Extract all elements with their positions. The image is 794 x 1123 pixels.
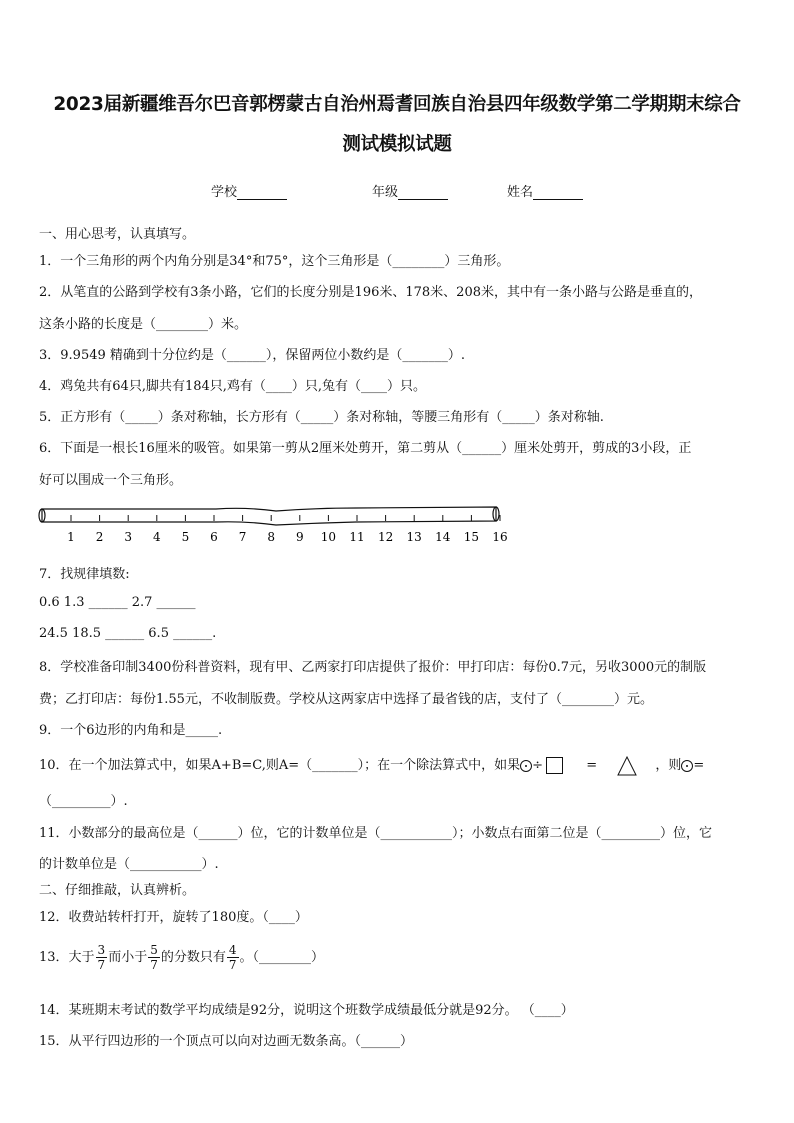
fraction-numerator: 3 [97,943,106,957]
dot-circle-icon-2 [681,760,693,772]
ruler-label: 12 [377,530,394,544]
fraction-3-7 [96,943,108,972]
question-6-line2: 好可以围成一个三角形。 [39,473,183,488]
question-7-row2: 24.5 18.5 ______ 6.5 ______. [39,626,217,641]
ruler-label: 4 [152,530,161,544]
question-11-line1: 11．小数部分的最高位是（______）位，它的计数单位是（___________）；小数点右面第二位是（_________）位，它 [39,826,713,841]
ruler-label: 1 [67,530,75,544]
dot-circle-icon [520,760,532,772]
page-title-line2: 测试模拟试题 [342,134,452,155]
ruler-label: 13 [406,530,422,544]
ruler-label: 14 [435,530,451,544]
question-1: 1．一个三角形的两个内角分别是34°和75°，这个三角形是（________）三角形。 [39,254,510,269]
question-9: 9．一个6边形的内角和是_____. [39,723,223,738]
question-2-line1: 2．从笔直的公路到学校有3条小路，它们的长度分别是196米、178米、208米，其中有一条小路与公路是垂直的， [39,285,702,300]
section-2-heading: 二、仔细推敲，认真辨析。 [39,883,196,898]
ruler-label: 2 [95,530,104,544]
square-icon [546,757,563,774]
ruler-label: 16 [492,530,508,544]
question-10-line1 [39,754,704,776]
ruler-label: 15 [463,530,480,544]
name-label: 姓名 [507,185,534,200]
school-label: 学校 [211,185,238,200]
fraction-5-7 [148,943,160,972]
ruler-label: 11 [349,530,365,544]
question-11-line2: 的计数单位是（___________）. [39,857,219,872]
question-13 [39,943,324,972]
ruler-label: 5 [181,530,190,544]
question-10-line2: （_________）. [39,794,128,809]
question-13-mid1: 而小于 [108,950,148,965]
ruler-label: 3 [124,530,133,544]
grade-label: 年级 [372,185,399,200]
fraction-denominator: 7 [228,958,237,972]
page-title-line1: 2023届新疆维吾尔巴音郭楞蒙古自治州焉耆回族自治县四年级数学第二学期期末综合 [53,94,741,115]
ruler-label: 6 [210,530,218,544]
question-2-line2: 这条小路的长度是（________）米。 [39,317,248,332]
ruler-label: 9 [295,530,304,544]
question-15: 15．从平行四边形的一个顶点可以向对边画无数条高。（______） [39,1034,414,1049]
question-14: 14．某班期末考试的数学平均成绩是92分，说明这个班数学成绩最低分就是92分。 （____） [39,1003,574,1018]
fraction-4-7 [227,943,239,972]
question-5: 5．正方形有（_____）条对称轴，长方形有（_____）条对称轴，等腰三角形有（_____）条对称轴. [39,410,604,425]
ruler-label: 8 [267,530,276,544]
question-10-then: ，则 [655,758,682,773]
equals-sign: = [586,758,598,773]
question-12: 12．收费站转杆打开，旋转了180度。（____） [39,910,308,925]
triangle-icon [617,756,637,776]
question-4: 4．鸡兔共有64只,脚共有184只,鸡有（____）只,兔有（____）只。 [39,379,427,394]
fraction-denominator: 7 [97,958,106,972]
section-1-heading: 一、用心思考，认真填写。 [39,227,196,242]
divide-sign: ÷ [532,758,544,773]
name-field[interactable] [507,181,583,200]
question-13-mid2: 的分数只有 [160,950,226,965]
question-7: 7．找规律填数: [39,567,130,582]
question-6-line1: 6．下面是一根长16厘米的吸管。如果第一剪从2厘米处剪开，第二剪从（______）厘米处剪开，剪成的3小段，正 [39,441,692,456]
question-10-text: 10．在一个加法算式中，如果A+B=C,则A=（_______）；在一个除法算式中，如果 [39,758,521,773]
name-blank[interactable] [533,186,583,200]
ruler-label: 10 [320,530,337,544]
fraction-denominator: 7 [150,958,158,972]
question-8-line1: 8．学校准备印制3400份科普资料，现有甲、乙两家打印店提供了报价：甲打印店：每份0.7元，另收3000元的制版 [39,660,707,675]
question-13-prefix: 13．大于 [39,950,95,965]
ruler-label: 7 [238,530,247,544]
fraction-numerator: 5 [150,943,158,957]
straw-outline [42,507,496,525]
question-3: 3．9.9549 精确到十分位约是（______），保留两位小数约是（_______）. [39,348,466,363]
equals-sign-2: = [693,758,705,773]
straw-ruler-figure [36,503,511,545]
question-13-suffix: 。（________） [239,950,325,965]
question-7-row1: 0.6 1.3 ______ 2.7 ______ [39,595,196,610]
question-8-line2: 费；乙打印店：每份1.55元，不收制版费。学校从这两家店中选择了最省钱的店，支付了（________）元。 [39,692,653,707]
fraction-numerator: 4 [228,943,237,957]
grade-field[interactable] [372,181,448,200]
school-field[interactable] [211,181,287,200]
school-blank[interactable] [237,186,287,200]
grade-blank[interactable] [398,186,448,200]
